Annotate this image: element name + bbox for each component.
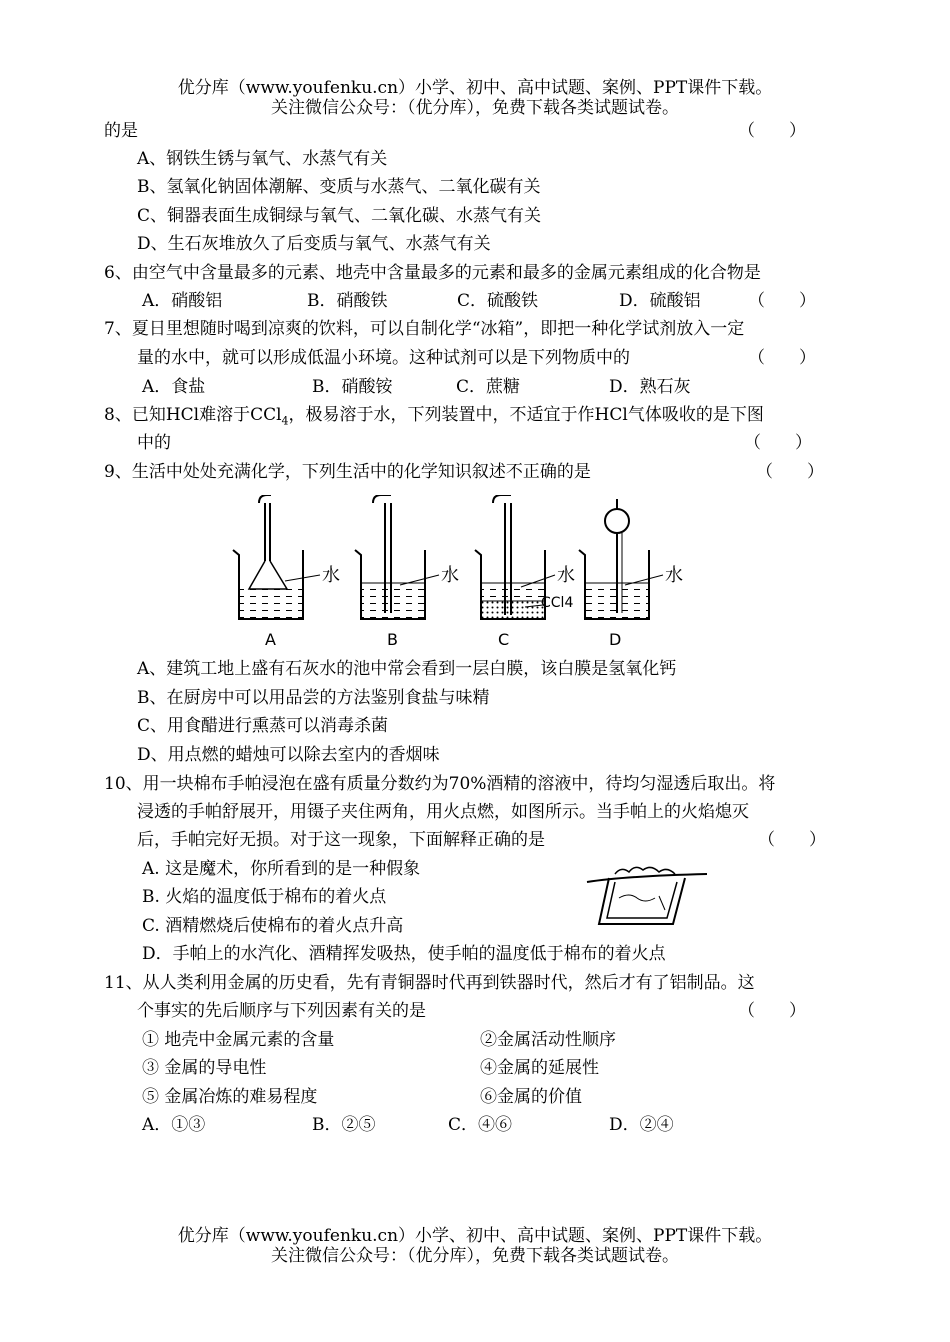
figure-label-b: B [387, 630, 398, 649]
q8-answer-paren: （ ） [744, 433, 812, 453]
q10-option-c: C. 酒精燃烧后使棉布的着火点升高 [142, 916, 404, 936]
q9-option-c: C、用食醋进行熏蒸可以消毒杀菌 [137, 716, 389, 736]
q9-option-a: A、建筑工地上盛有石灰水的池中常会看到一层白膜，该白膜是氢氧化钙 [137, 659, 677, 679]
apparatus-a [233, 495, 340, 649]
q6-answer-paren: （ ） [748, 291, 816, 311]
apparatus-b [355, 495, 459, 649]
q7-option-a: A．食盐 [142, 377, 206, 397]
q6-option-d: D．硫酸铝 [619, 291, 701, 311]
q7-option-b: B．硝酸铵 [312, 377, 393, 397]
q7-stem-line2: 量的水中，就可以形成低温小环境。这种试剂可以是下列物质中的 [137, 348, 630, 368]
figure-label-a: A [265, 630, 276, 649]
burning-handkerchief-figure [585, 862, 710, 934]
q10-option-d: D．手帕上的水汽化、酒精挥发吸热，使手帕的温度低于棉布的着火点 [142, 944, 666, 964]
q11-factor-2: ②金属活动性顺序 [480, 1030, 616, 1050]
water-label-c: 水 [557, 565, 575, 586]
q6-option-c: C．硫酸铁 [457, 291, 539, 311]
figure-label-c: C [498, 630, 510, 649]
figure-label-d: D [609, 630, 622, 649]
q11-option-a: A．①③ [142, 1115, 206, 1135]
q10-stem-line2: 浸透的手帕舒展开，用镊子夹住两角，用火点燃，如图所示。当手帕上的火焰熄灭 [137, 802, 749, 822]
q5-option-a: A、钢铁生锈与氧气、水蒸气有关 [137, 149, 388, 169]
q9-option-b: B、在厨房中可以用品尝的方法鉴别食盐与味精 [137, 688, 490, 708]
q11-factor-1: ① 地壳中金属元素的含量 [142, 1030, 335, 1050]
q5-option-d: D、生石灰堆放久了后变质与氧气、水蒸气有关 [137, 234, 491, 254]
q5-option-c: C、铜器表面生成铜绿与氧气、二氧化碳、水蒸气有关 [137, 206, 542, 226]
q11-factor-6: ⑥金属的价值 [480, 1087, 582, 1107]
q11-answer-paren: （ ） [738, 1001, 806, 1021]
q10-option-a: A. 这是魔术，你所看到的是一种假象 [142, 859, 421, 879]
q7-stem-line1: 7、夏日里想随时喝到凉爽的饮料，可以自制化学“冰箱”，即把一种化学试剂放入一定 [104, 319, 745, 339]
water-label-b: 水 [441, 565, 459, 586]
q11-option-c: C．④⑥ [448, 1115, 513, 1135]
q10-stem-line1: 10、用一块棉布手帕浸泡在盛有质量分数约为70%酒精的溶液中，待均匀湿透后取出。将 [104, 774, 776, 794]
q11-stem-line1: 11、从人类利用金属的历史看，先有青铜器时代再到铁器时代，然后才有了铝制品。这 [104, 973, 755, 993]
q8-stem-subscript: 4 [281, 414, 289, 428]
q11-option-d: D．②④ [609, 1115, 674, 1135]
ccl4-label: CCl4 [541, 595, 574, 611]
apparatus-d [579, 499, 683, 649]
q8-stem-line2: 中的 [137, 433, 171, 453]
q10-option-b: B. 火焰的温度低于棉布的着火点 [142, 887, 387, 907]
q5-answer-paren: （ ） [738, 121, 806, 141]
q11-factor-3: ③ 金属的导电性 [142, 1058, 267, 1078]
q7-answer-paren: （ ） [748, 348, 816, 368]
q8-stem-part2: ，极易溶于水，下列装置中，不适宜于作HCl气体吸收的是下图 [288, 405, 764, 425]
q5-option-b: B、氢氧化钠固体潮解、变质与水蒸气、二氧化碳有关 [137, 177, 541, 197]
q7-option-d: D．熟石灰 [609, 377, 691, 397]
q10-stem-line3: 后，手帕完好无损。对于这一现象，下面解释正确的是 [137, 830, 545, 850]
q9-answer-paren: （ ） [756, 462, 824, 482]
page-header-line1: 优分库（www.youfenku.cn）小学、初中、高中试题、案例、PPT课件下载。 [177, 78, 773, 98]
q11-factor-5: ⑤ 金属冶炼的难易程度 [142, 1087, 318, 1107]
q6-option-a: A．硝酸铝 [142, 291, 223, 311]
q8-stem-line1 [104, 404, 764, 432]
q11-factor-4: ④金属的延展性 [480, 1058, 599, 1078]
page-header-line2: 关注微信公众号：（优分库），免费下载各类试题试卷。 [271, 98, 679, 118]
q5-stem-continuation: 的是 [104, 121, 138, 141]
q7-option-c: C．蔗糖 [456, 377, 521, 397]
page-footer-line1: 优分库（www.youfenku.cn）小学、初中、高中试题、案例、PPT课件下载。 [177, 1226, 773, 1246]
q6-stem: 6、由空气中含量最多的元素、地壳中含量最多的元素和最多的金属元素组成的化合物是 [104, 263, 761, 283]
water-label-a: 水 [322, 565, 340, 586]
q9-option-d: D、用点燃的蜡烛可以除去室内的香烟味 [137, 745, 440, 765]
q11-stem-line2: 个事实的先后顺序与下列因素有关的是 [137, 1001, 426, 1021]
q6-option-b: B．硝酸铁 [307, 291, 388, 311]
water-label-d: 水 [665, 565, 683, 586]
q11-option-b: B．②⑤ [312, 1115, 376, 1135]
gas-absorption-apparatus-figure [225, 495, 700, 655]
apparatus-c [475, 495, 575, 649]
q8-stem-part1: 8、已知HCl难溶于CCl [104, 405, 282, 425]
q9-stem: 9、生活中处处充满化学，下列生活中的化学知识叙述不正确的是 [104, 462, 591, 482]
page-footer-line2: 关注微信公众号：（优分库），免费下载各类试题试卷。 [271, 1246, 679, 1266]
q10-answer-paren: （ ） [758, 830, 826, 850]
